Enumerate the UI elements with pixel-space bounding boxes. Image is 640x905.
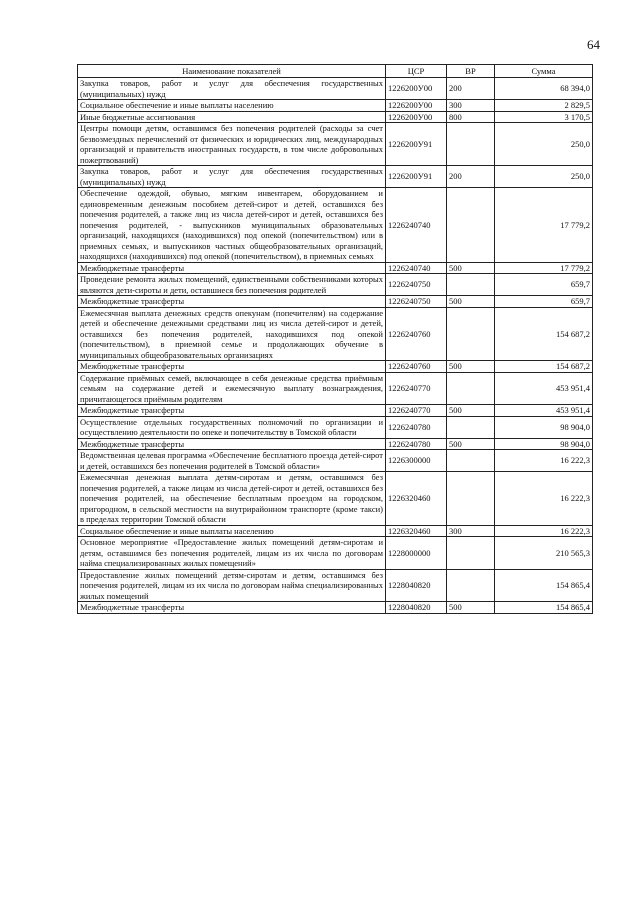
cell-vr: 500: [447, 296, 495, 308]
table-row: [78, 569, 593, 602]
cell-sum: 16 222,3: [495, 472, 593, 526]
header-sum: Сумма: [495, 65, 593, 78]
table-row: [78, 78, 593, 100]
table-row: [78, 525, 593, 537]
cell-vr: [447, 416, 495, 438]
cell-code: 1226240780: [386, 438, 447, 450]
cell-vr: [447, 569, 495, 602]
cell-sum: 659,7: [495, 296, 593, 308]
cell-name: Межбюджетные трансферты: [78, 602, 386, 614]
cell-sum: 154 865,4: [495, 602, 593, 614]
cell-sum: 16 222,3: [495, 450, 593, 472]
cell-code: 1226240740: [386, 188, 447, 263]
cell-vr: 500: [447, 262, 495, 274]
cell-vr: [447, 123, 495, 166]
cell-sum: 98 904,0: [495, 438, 593, 450]
cell-name: Закупка товаров, работ и услуг для обеспечения государственных (муниципальных) нужд: [78, 78, 386, 100]
table-row: [78, 274, 593, 296]
cell-code: 1226200У00: [386, 78, 447, 100]
table-row: [78, 405, 593, 417]
cell-code: 1226240750: [386, 274, 447, 296]
cell-vr: [447, 188, 495, 263]
cell-sum: 154 687,2: [495, 361, 593, 373]
cell-vr: [447, 372, 495, 405]
cell-name: Социальное обеспечение и иные выплаты населению: [78, 525, 386, 537]
cell-vr: 500: [447, 602, 495, 614]
cell-vr: [447, 307, 495, 361]
table-body: [78, 78, 593, 614]
header-code: ЦСР: [386, 65, 447, 78]
cell-vr: 500: [447, 438, 495, 450]
cell-sum: 2 829,5: [495, 100, 593, 112]
cell-name: Иные бюджетные ассигнования: [78, 111, 386, 123]
table-row: [78, 472, 593, 526]
cell-vr: 500: [447, 405, 495, 417]
cell-vr: 200: [447, 166, 495, 188]
cell-name: Обеспечение одеждой, обувью, мягким инвентарем, оборудованием и единовременным денежным пособием детей-сирот и детей, оставшихся без попечения родителей, а также лиц из числа детей-сирот и детей, оставшихся без попечения родителей, - выпускников муниципальных образовательных организаций, находящихся (находившихся) под опекой (попечительством) или в приемных семьях, и выпускников частных общеобразовательных организаций, находящихся (находившихся) под опекой (попечительством), в приемных семьях: [78, 188, 386, 263]
cell-name: Предоставление жилых помещений детям-сиротам и детям, оставшимся без попечения родителей, лицам из их числа по договорам найма специализированных жилых помещений: [78, 569, 386, 602]
cell-vr: [447, 537, 495, 570]
cell-sum: 250,0: [495, 166, 593, 188]
cell-name: Социальное обеспечение и иные выплаты населению: [78, 100, 386, 112]
cell-name: Ежемесячная выплата денежных средств опекунам (попечителям) на содержание детей и обеспечение денежными средствами лиц из числа детей-сирот и детей, оставшихся без попечения родителей, находившихся под опекой (попечительством), в приемной семье и продолжающих обучение в муниципальных общеобразовательных организациях: [78, 307, 386, 361]
cell-code: 1226240760: [386, 361, 447, 373]
cell-sum: 453 951,4: [495, 405, 593, 417]
header-name: Наименование показателей: [78, 65, 386, 78]
table-row: [78, 262, 593, 274]
cell-vr: 300: [447, 525, 495, 537]
table-row: [78, 166, 593, 188]
cell-code: 1226240770: [386, 372, 447, 405]
cell-name: Основное мероприятие «Предоставление жилых помещений детям-сиротам и детям, оставшимся без попечения родителей, лицам из их числа по договорам найма специализированных жилых помещений»: [78, 537, 386, 570]
cell-code: 1228000000: [386, 537, 447, 570]
cell-name: Закупка товаров, работ и услуг для обеспечения государственных (муниципальных) нужд: [78, 166, 386, 188]
cell-sum: 98 904,0: [495, 416, 593, 438]
cell-name: Ежемесячная денежная выплата детям-сиротам и детям, оставшимся без попечения родителей, а также лицам из числа детей-сирот и детей, оставшихся без попечения родителей, на обеспечение бесплатным проездом на городском, пригородном, в сельской местности на внутрирайонном транспорте (кроме такси) в пределах территории Томской области: [78, 472, 386, 526]
cell-sum: 17 779,2: [495, 188, 593, 263]
cell-code: 1226240760: [386, 307, 447, 361]
cell-code: 1226240780: [386, 416, 447, 438]
cell-code: 1228040820: [386, 602, 447, 614]
cell-name: Ведомственная целевая программа «Обеспечение бесплатного проезда детей-сирот и детей, оставшихся без попечения родителей в Томской области»: [78, 450, 386, 472]
cell-name: Межбюджетные трансферты: [78, 361, 386, 373]
cell-code: 1226320460: [386, 525, 447, 537]
cell-vr: 200: [447, 78, 495, 100]
table-row: [78, 188, 593, 263]
cell-sum: 453 951,4: [495, 372, 593, 405]
cell-sum: 250,0: [495, 123, 593, 166]
cell-name: Межбюджетные трансферты: [78, 262, 386, 274]
cell-code: 1226200У91: [386, 123, 447, 166]
table-row: [78, 416, 593, 438]
cell-name: Центры помощи детям, оставшимся без попечения родителей (расходы за счет безвозмездных перечислений от физических и юридических лиц, международных организаций и правительств иностранных государств, в том числе добровольных пожертвований): [78, 123, 386, 166]
header-vr: ВР: [447, 65, 495, 78]
cell-name: Проведение ремонта жилых помещений, единственными собственниками которых являются дети-сироты и дети, оставшиеся без попечения родителей: [78, 274, 386, 296]
table-row: [78, 307, 593, 361]
cell-code: 1226200У91: [386, 166, 447, 188]
cell-sum: 659,7: [495, 274, 593, 296]
cell-vr: 800: [447, 111, 495, 123]
table-row: [78, 123, 593, 166]
cell-vr: 300: [447, 100, 495, 112]
cell-name: Содержание приёмных семей, включающее в себя денежные средства приёмным семьям на содержание детей и ежемесячную выплату вознаграждения, причитающегося приёмным родителям: [78, 372, 386, 405]
table-row: [78, 372, 593, 405]
cell-code: 1226240740: [386, 262, 447, 274]
cell-sum: 17 779,2: [495, 262, 593, 274]
cell-sum: 68 394,0: [495, 78, 593, 100]
cell-name: Осуществление отдельных государственных полномочий по организации и осуществлению деятельности по опеке и попечительству в Томской области: [78, 416, 386, 438]
cell-sum: 154 687,2: [495, 307, 593, 361]
table-row: [78, 100, 593, 112]
table-row: [78, 111, 593, 123]
cell-vr: [447, 450, 495, 472]
cell-code: 1226200У00: [386, 100, 447, 112]
cell-sum: 154 865,4: [495, 569, 593, 602]
table-row: [78, 602, 593, 614]
cell-name: Межбюджетные трансферты: [78, 296, 386, 308]
cell-sum: 210 565,3: [495, 537, 593, 570]
cell-code: 1226240750: [386, 296, 447, 308]
table-row: [78, 438, 593, 450]
cell-name: Межбюджетные трансферты: [78, 438, 386, 450]
cell-code: 1228040820: [386, 569, 447, 602]
cell-vr: [447, 472, 495, 526]
table-row: [78, 361, 593, 373]
cell-code: 1226200У00: [386, 111, 447, 123]
table-header-row: [78, 65, 593, 78]
cell-vr: [447, 274, 495, 296]
cell-sum: 3 170,5: [495, 111, 593, 123]
cell-name: Межбюджетные трансферты: [78, 405, 386, 417]
table-row: [78, 450, 593, 472]
cell-code: 1226320460: [386, 472, 447, 526]
table-row: [78, 537, 593, 570]
page-number: 64: [587, 37, 600, 52]
cell-vr: 500: [447, 361, 495, 373]
table-row: [78, 296, 593, 308]
cell-sum: 16 222,3: [495, 525, 593, 537]
cell-code: 1226300000: [386, 450, 447, 472]
budget-table: [77, 64, 593, 614]
cell-code: 1226240770: [386, 405, 447, 417]
